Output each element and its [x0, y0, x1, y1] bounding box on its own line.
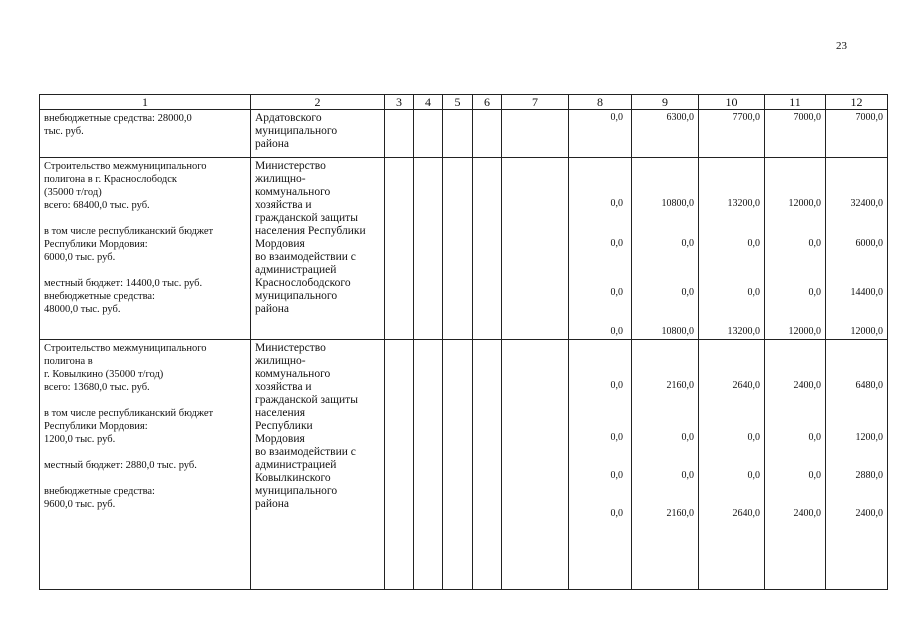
description-line: [44, 212, 246, 225]
value-cell: [826, 340, 888, 590]
executor-text: Министерство жилищно- коммунального хозяйства и гражданской защиты населения Республики Мордовия во взаимодействии с администрацией Ковылкинского муниципального района: [255, 342, 358, 510]
value-cell: [632, 110, 699, 158]
value-cell: [699, 110, 765, 158]
value: 0,0: [610, 287, 623, 298]
col-header: 8: [569, 95, 632, 110]
value-cell: [826, 110, 888, 158]
value: 0,0: [808, 238, 821, 249]
description-line: г. Ковылкино (35000 т/год): [44, 369, 164, 380]
table-row: [40, 110, 888, 158]
value: 0,0: [610, 326, 623, 337]
description-line: внебюджетные средства:: [44, 291, 155, 302]
value-cell: [632, 158, 699, 340]
empty-cell: [473, 110, 502, 158]
value: 0,0: [610, 112, 623, 123]
value-cell: [765, 340, 826, 590]
description-line: полигона в: [44, 356, 93, 367]
description-line: всего: 68400,0 тыс. руб.: [44, 200, 150, 211]
value: 12000,0: [850, 326, 883, 337]
value: 6300,0: [666, 112, 694, 123]
value: 0,0: [808, 287, 821, 298]
value: 2400,0: [793, 508, 821, 519]
description-line: 9600,0 тыс. руб.: [44, 499, 116, 510]
value: 0,0: [747, 432, 760, 443]
description-line: Республики Мордовия:: [44, 239, 148, 250]
empty-cell: [385, 110, 414, 158]
header-row: [40, 95, 888, 110]
value-cell: [765, 110, 826, 158]
description-line: полигона в г. Краснослободск: [44, 174, 177, 185]
value: 0,0: [681, 432, 694, 443]
empty-cell: [473, 158, 502, 340]
value: 2160,0: [666, 380, 694, 391]
value-cell: [826, 158, 888, 340]
description-line: внебюджетные средства: 28000,0: [44, 113, 192, 124]
value: 2400,0: [855, 508, 883, 519]
value: 2640,0: [732, 380, 760, 391]
description-cell: [40, 158, 251, 340]
value: 0,0: [610, 238, 623, 249]
page-number: 23: [836, 40, 847, 52]
value: 10800,0: [661, 326, 694, 337]
value: 6480,0: [855, 380, 883, 391]
value: 0,0: [747, 287, 760, 298]
empty-cell: [473, 340, 502, 590]
executor-cell: [251, 340, 385, 590]
description-line: 48000,0 тыс. руб.: [44, 304, 121, 315]
executor-text: Ардатовского муниципального района: [255, 112, 338, 150]
empty-cell: [414, 340, 443, 590]
col-header: 4: [414, 95, 443, 110]
description-line: в том числе республиканский бюджет: [44, 226, 214, 237]
value: 0,0: [681, 470, 694, 481]
value: 13200,0: [727, 326, 760, 337]
col-header: 12: [826, 95, 888, 110]
value: 2400,0: [793, 380, 821, 391]
empty-cell: [414, 158, 443, 340]
col-header: 11: [765, 95, 826, 110]
value: 2880,0: [855, 470, 883, 481]
description-line: тыс. руб.: [44, 126, 84, 137]
value: 7700,0: [732, 112, 760, 123]
empty-cell: [443, 158, 473, 340]
value: 6000,0: [855, 238, 883, 249]
value-cell: [569, 158, 632, 340]
empty-cell: [502, 340, 569, 590]
col-header: 3: [385, 95, 414, 110]
empty-cell: [502, 158, 569, 340]
col-header: 9: [632, 95, 699, 110]
value-cell: [699, 340, 765, 590]
description-line: всего: 13680,0 тыс. руб.: [44, 382, 150, 393]
value-cell: [569, 110, 632, 158]
description-cell: [40, 340, 251, 590]
description-line: 6000,0 тыс. руб.: [44, 252, 116, 263]
value: 0,0: [681, 287, 694, 298]
budget-table: [39, 94, 888, 590]
description-line: [44, 446, 246, 459]
value: 13200,0: [727, 198, 760, 209]
value: 2160,0: [666, 508, 694, 519]
col-header: 7: [502, 95, 569, 110]
value: 32400,0: [850, 198, 883, 209]
empty-cell: [385, 158, 414, 340]
empty-cell: [443, 340, 473, 590]
description-line: местный бюджет: 14400,0 тыс. руб.: [44, 278, 203, 289]
executor-text: Министерство жилищно- коммунального хозяйства и гражданской защиты населения Республики Мордовия во взаимодействии с администрацией Краснослободского муниципального района: [255, 160, 366, 315]
description-line: в том числе республиканский бюджет: [44, 408, 214, 419]
col-header: 1: [40, 95, 251, 110]
description-line: [44, 394, 246, 407]
value: 0,0: [610, 380, 623, 391]
value-cell: [632, 340, 699, 590]
value: 12000,0: [788, 198, 821, 209]
value: 2640,0: [732, 508, 760, 519]
description-line: Строительство межмуниципального: [44, 343, 207, 354]
value: 0,0: [610, 198, 623, 209]
value: 0,0: [610, 470, 623, 481]
value: 10800,0: [661, 198, 694, 209]
description-line: (35000 т/год): [44, 187, 102, 198]
value: 0,0: [610, 508, 623, 519]
table-row: [40, 340, 888, 590]
value-cell: [569, 340, 632, 590]
description-line: внебюджетные средства:: [44, 486, 155, 497]
value: 14400,0: [850, 287, 883, 298]
description-cell: [40, 110, 251, 158]
value: 0,0: [747, 470, 760, 481]
empty-cell: [443, 110, 473, 158]
value: 0,0: [610, 432, 623, 443]
value: 0,0: [747, 238, 760, 249]
executor-cell: [251, 158, 385, 340]
description-line: местный бюджет: 2880,0 тыс. руб.: [44, 460, 197, 471]
value: 0,0: [681, 238, 694, 249]
col-header: 5: [443, 95, 473, 110]
description-line: [44, 472, 246, 485]
value: 1200,0: [855, 432, 883, 443]
executor-cell: [251, 110, 385, 158]
col-header: 10: [699, 95, 765, 110]
value: 0,0: [808, 470, 821, 481]
value-cell: [765, 158, 826, 340]
value: 7000,0: [855, 112, 883, 123]
col-header: 2: [251, 95, 385, 110]
col-header: 6: [473, 95, 502, 110]
empty-cell: [502, 110, 569, 158]
value: 12000,0: [788, 326, 821, 337]
description-line: 1200,0 тыс. руб.: [44, 434, 116, 445]
empty-cell: [414, 110, 443, 158]
value: 7000,0: [793, 112, 821, 123]
description-line: [44, 264, 246, 277]
value: 0,0: [808, 432, 821, 443]
description-line: Строительство межмуниципального: [44, 161, 207, 172]
empty-cell: [385, 340, 414, 590]
table-row: [40, 158, 888, 340]
value-cell: [699, 158, 765, 340]
description-line: Республики Мордовия:: [44, 421, 148, 432]
